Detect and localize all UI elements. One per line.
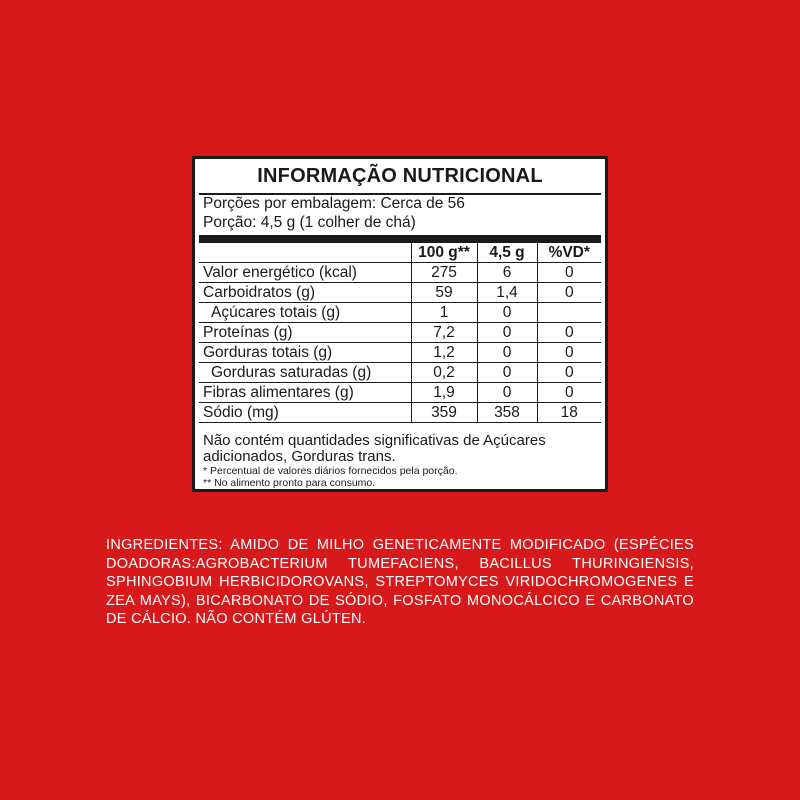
nutrient-name: Sódio (mg) xyxy=(199,403,411,423)
nutrient-name: Açúcares totais (g) xyxy=(199,303,411,323)
value-daily: 18 xyxy=(537,403,601,423)
value-portion: 0 xyxy=(477,323,537,343)
footnote-ready-to-eat: ** No alimento pronto para consumo. xyxy=(203,477,376,489)
table-row xyxy=(199,323,601,343)
nutrient-name: Gorduras saturadas (g) xyxy=(199,363,411,383)
servings-per-package: Porções por embalagem: Cerca de 56 xyxy=(203,195,465,212)
portion-size: Porção: 4,5 g (1 colher de chá) xyxy=(203,214,416,231)
table-row xyxy=(199,263,601,283)
value-daily: 0 xyxy=(537,323,601,343)
allergen-note: Não contém quantidades significativas de Açúcares adicionados, Gorduras trans. xyxy=(203,432,546,465)
value-portion: 1,4 xyxy=(477,283,537,303)
nutrient-name: Carboidratos (g) xyxy=(199,283,411,303)
header-per-100g: 100 g** xyxy=(411,243,477,263)
value-100g: 1,9 xyxy=(411,383,477,403)
table-row xyxy=(199,383,601,403)
value-100g: 59 xyxy=(411,283,477,303)
nutrient-name: Valor energético (kcal) xyxy=(199,263,411,283)
value-100g: 7,2 xyxy=(411,323,477,343)
value-100g: 1,2 xyxy=(411,343,477,363)
nutrition-title: INFORMAÇÃO NUTRICIONAL xyxy=(257,165,543,187)
nutrition-facts-panel xyxy=(192,156,608,492)
table-row xyxy=(199,303,601,323)
thick-divider xyxy=(199,235,601,243)
value-portion: 6 xyxy=(477,263,537,283)
footnote-daily-value: * Percentual de valores diários fornecidos pela porção. xyxy=(203,465,458,477)
value-daily: 0 xyxy=(537,383,601,403)
value-daily: 0 xyxy=(537,283,601,303)
header-per-portion: 4,5 g xyxy=(477,243,537,263)
value-daily: 0 xyxy=(537,343,601,363)
value-100g: 1 xyxy=(411,303,477,323)
value-portion: 0 xyxy=(477,383,537,403)
ingredients-text: INGREDIENTES: AMIDO DE MILHO GENETICAMENTE MODIFICADO (ESPÉCIES DOADORAS:AGROBACTERIUM TUMEFACIENS, BACILLUS THURINGIENSIS, SPHINGOBIUM HERBICIDOROVANS, STREPTOMYCES VIRIDOCHROMOGENES E ZEA MAYS), BICARBONATO DE SÓDIO, FOSFATO MONOCÁLCICO E CARBONATO DE CÁLCIO. NÃO CONTÉM GLÚTEN. xyxy=(106,537,694,627)
nutrient-name: Proteínas (g) xyxy=(199,323,411,343)
value-100g: 359 xyxy=(411,403,477,423)
header-nutrient xyxy=(199,243,411,263)
nutrient-name: Fibras alimentares (g) xyxy=(199,383,411,403)
nutrition-table xyxy=(199,243,601,423)
value-100g: 275 xyxy=(411,263,477,283)
value-daily: 0 xyxy=(537,363,601,383)
table-row xyxy=(199,363,601,383)
header-daily-value: %VD* xyxy=(537,243,601,263)
table-row xyxy=(199,403,601,423)
value-portion: 0 xyxy=(477,343,537,363)
value-portion: 0 xyxy=(477,303,537,323)
value-portion: 358 xyxy=(477,403,537,423)
value-portion: 0 xyxy=(477,363,537,383)
value-daily xyxy=(537,303,601,323)
nutrient-name: Gorduras totais (g) xyxy=(199,343,411,363)
table-row xyxy=(199,343,601,363)
value-100g: 0,2 xyxy=(411,363,477,383)
table-header-row xyxy=(199,243,601,263)
table-row xyxy=(199,283,601,303)
value-daily: 0 xyxy=(537,263,601,283)
